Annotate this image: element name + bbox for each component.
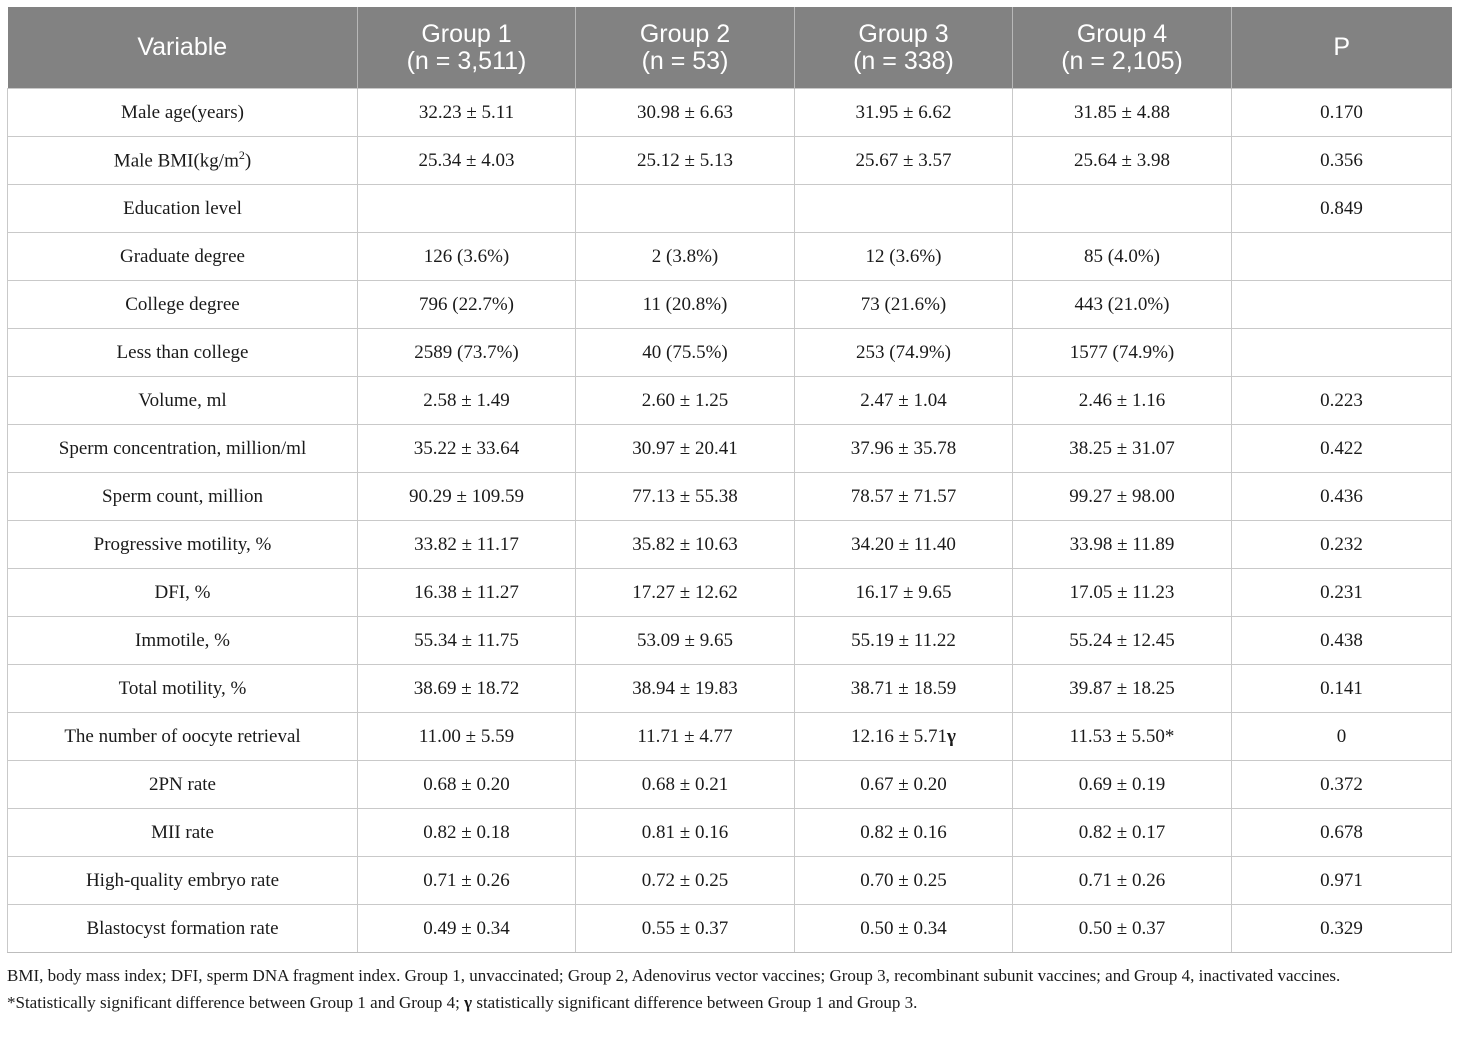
cell-group-4: 33.98 ± 11.89: [1013, 521, 1232, 569]
cell-group-4: 39.87 ± 18.25: [1013, 665, 1232, 713]
cell-p-value: [1232, 233, 1452, 281]
cell-group-4: 31.85 ± 4.88: [1013, 89, 1232, 137]
cell-group-4: 99.27 ± 98.00: [1013, 473, 1232, 521]
cell-group-2: 25.12 ± 5.13: [576, 137, 795, 185]
table-row: [8, 857, 1452, 905]
cell-p-value: 0.329: [1232, 905, 1452, 953]
cell-group-1: 25.34 ± 4.03: [358, 137, 576, 185]
cell-p-value: 0.849: [1232, 185, 1452, 233]
cell-group-1: 16.38 ± 11.27: [358, 569, 576, 617]
cell-group-2: 0.81 ± 0.16: [576, 809, 795, 857]
cell-variable: High-quality embryo rate: [8, 857, 358, 905]
cell-variable: Education level: [8, 185, 358, 233]
table-row: [8, 905, 1452, 953]
cell-group-1: 33.82 ± 11.17: [358, 521, 576, 569]
cell-group-4: 0.69 ± 0.19: [1013, 761, 1232, 809]
cell-group-3: 0.67 ± 0.20: [795, 761, 1013, 809]
footnote-significance: *Statistically significant difference between Group 1 and Group 4; γ statistically significant difference between Group 1 and Group 3.: [7, 993, 918, 1012]
cell-group-4: 17.05 ± 11.23: [1013, 569, 1232, 617]
cell-group-2: 17.27 ± 12.62: [576, 569, 795, 617]
cell-group-2: 2 (3.8%): [576, 233, 795, 281]
cell-variable: Sperm concentration, million/ml: [8, 425, 358, 473]
table-row: [8, 617, 1452, 665]
cell-group-1: 796 (22.7%): [358, 281, 576, 329]
cell-group-2: 38.94 ± 19.83: [576, 665, 795, 713]
cell-variable: DFI, %: [8, 569, 358, 617]
gamma-mark: γ: [464, 993, 473, 1012]
cell-group-1: 90.29 ± 109.59: [358, 473, 576, 521]
cell-group-1: 11.00 ± 5.59: [358, 713, 576, 761]
table-row: [8, 665, 1452, 713]
table-row: [8, 89, 1452, 137]
cell-p-value: 0.436: [1232, 473, 1452, 521]
cell-p-value: [1232, 329, 1452, 377]
cell-p-value: 0.356: [1232, 137, 1452, 185]
header-cell-p: P: [1232, 7, 1452, 89]
cell-group-4: 38.25 ± 31.07: [1013, 425, 1232, 473]
cell-variable: Less than college: [8, 329, 358, 377]
cell-group-3: 12.16 ± 5.71γ: [795, 713, 1013, 761]
cell-group-2: [576, 185, 795, 233]
cell-p-value: 0.141: [1232, 665, 1452, 713]
cell-group-1: 35.22 ± 33.64: [358, 425, 576, 473]
cell-group-4: 55.24 ± 12.45: [1013, 617, 1232, 665]
cell-group-4: 0.71 ± 0.26: [1013, 857, 1232, 905]
cell-group-3: [795, 185, 1013, 233]
cell-group-2: 2.60 ± 1.25: [576, 377, 795, 425]
cell-group-4: 11.53 ± 5.50*: [1013, 713, 1232, 761]
cell-group-3: 55.19 ± 11.22: [795, 617, 1013, 665]
cell-group-1: 2589 (73.7%): [358, 329, 576, 377]
table-header: [8, 7, 1452, 89]
cell-p-value: 0.678: [1232, 809, 1452, 857]
cell-group-3: 253 (74.9%): [795, 329, 1013, 377]
table-row: [8, 281, 1452, 329]
header-cell-variable: Variable: [8, 7, 358, 89]
data-table: [7, 7, 1452, 953]
cell-group-3: 25.67 ± 3.57: [795, 137, 1013, 185]
cell-group-1: 2.58 ± 1.49: [358, 377, 576, 425]
cell-group-2: 35.82 ± 10.63: [576, 521, 795, 569]
cell-group-3: 78.57 ± 71.57: [795, 473, 1013, 521]
header-row: [8, 7, 1452, 89]
table-row: [8, 329, 1452, 377]
cell-variable: Total motility, %: [8, 665, 358, 713]
cell-p-value: 0.971: [1232, 857, 1452, 905]
table-row: [8, 185, 1452, 233]
cell-p-value: 0.231: [1232, 569, 1452, 617]
table-row: [8, 761, 1452, 809]
cell-group-3: 37.96 ± 35.78: [795, 425, 1013, 473]
table-row: [8, 569, 1452, 617]
cell-group-1: 0.68 ± 0.20: [358, 761, 576, 809]
table-body: [8, 89, 1452, 953]
cell-variable: Graduate degree: [8, 233, 358, 281]
cell-group-1: 32.23 ± 5.11: [358, 89, 576, 137]
cell-p-value: 0.223: [1232, 377, 1452, 425]
cell-group-2: 0.55 ± 0.37: [576, 905, 795, 953]
cell-p-value: 0.438: [1232, 617, 1452, 665]
footnote-abbreviations: BMI, body mass index; DFI, sperm DNA fragment index. Group 1, unvaccinated; Group 2, Adenovirus vector vaccines; Group 3, recombinant subunit vaccines; and Group 4, inactivated vaccines.: [7, 966, 1341, 985]
table-row: [8, 713, 1452, 761]
cell-group-1: 0.71 ± 0.26: [358, 857, 576, 905]
table-row: [8, 425, 1452, 473]
cell-variable: Blastocyst formation rate: [8, 905, 358, 953]
cell-group-3: 38.71 ± 18.59: [795, 665, 1013, 713]
table-row: [8, 521, 1452, 569]
cell-group-3: 31.95 ± 6.62: [795, 89, 1013, 137]
cell-group-3: 0.70 ± 0.25: [795, 857, 1013, 905]
cell-group-1: 38.69 ± 18.72: [358, 665, 576, 713]
cell-group-2: 77.13 ± 55.38: [576, 473, 795, 521]
cell-variable: 2PN rate: [8, 761, 358, 809]
cell-variable: The number of oocyte retrieval: [8, 713, 358, 761]
header-cell-group-2: Group 2 (n = 53): [576, 7, 795, 89]
table-row: [8, 809, 1452, 857]
cell-group-2: 30.98 ± 6.63: [576, 89, 795, 137]
cell-group-4: 2.46 ± 1.16: [1013, 377, 1232, 425]
cell-group-3: 0.50 ± 0.34: [795, 905, 1013, 953]
cell-group-1: 0.82 ± 0.18: [358, 809, 576, 857]
cell-group-3: 2.47 ± 1.04: [795, 377, 1013, 425]
cell-variable: College degree: [8, 281, 358, 329]
cell-group-3: 34.20 ± 11.40: [795, 521, 1013, 569]
table-footnotes: [7, 964, 1453, 1015]
table-row: [8, 137, 1452, 185]
header-cell-group-1: Group 1 (n = 3,511): [358, 7, 576, 89]
cell-group-3: 16.17 ± 9.65: [795, 569, 1013, 617]
cell-group-1: 55.34 ± 11.75: [358, 617, 576, 665]
cell-group-4: [1013, 185, 1232, 233]
cell-p-value: 0: [1232, 713, 1452, 761]
cell-group-4: 0.82 ± 0.17: [1013, 809, 1232, 857]
cell-group-2: 11 (20.8%): [576, 281, 795, 329]
cell-variable: Sperm count, million: [8, 473, 358, 521]
cell-p-value: 0.422: [1232, 425, 1452, 473]
cell-variable: Progressive motility, %: [8, 521, 358, 569]
header-cell-group-4: Group 4 (n = 2,105): [1013, 7, 1232, 89]
cell-group-4: 443 (21.0%): [1013, 281, 1232, 329]
cell-group-2: 0.68 ± 0.21: [576, 761, 795, 809]
cell-variable: Male $BMI(kg/m^2)$: [8, 137, 358, 185]
cell-group-2: 11.71 ± 4.77: [576, 713, 795, 761]
cell-variable: Volume, ml: [8, 377, 358, 425]
gamma-mark: γ: [947, 725, 956, 747]
header-cell-group-3: Group 3 (n = 338): [795, 7, 1013, 89]
cell-group-2: 53.09 ± 9.65: [576, 617, 795, 665]
cell-p-value: 0.372: [1232, 761, 1452, 809]
cell-group-2: 30.97 ± 20.41: [576, 425, 795, 473]
cell-group-4: 85 (4.0%): [1013, 233, 1232, 281]
cell-group-3: 12 (3.6%): [795, 233, 1013, 281]
cell-p-value: 0.170: [1232, 89, 1452, 137]
cell-group-4: 25.64 ± 3.98: [1013, 137, 1232, 185]
cell-group-4: 1577 (74.9%): [1013, 329, 1232, 377]
cell-group-4: 0.50 ± 0.37: [1013, 905, 1232, 953]
cell-group-3: 0.82 ± 0.16: [795, 809, 1013, 857]
cell-variable: Immotile, %: [8, 617, 358, 665]
table-row: [8, 233, 1452, 281]
table-row: [8, 377, 1452, 425]
cell-group-3: 73 (21.6%): [795, 281, 1013, 329]
cell-group-1: [358, 185, 576, 233]
table-row: [8, 473, 1452, 521]
cell-group-2: 0.72 ± 0.25: [576, 857, 795, 905]
cell-group-1: 0.49 ± 0.34: [358, 905, 576, 953]
cell-p-value: [1232, 281, 1452, 329]
cell-group-1: 126 (3.6%): [358, 233, 576, 281]
cell-group-2: 40 (75.5%): [576, 329, 795, 377]
cell-p-value: 0.232: [1232, 521, 1452, 569]
cell-variable: MII rate: [8, 809, 358, 857]
cell-variable: Male age(years): [8, 89, 358, 137]
